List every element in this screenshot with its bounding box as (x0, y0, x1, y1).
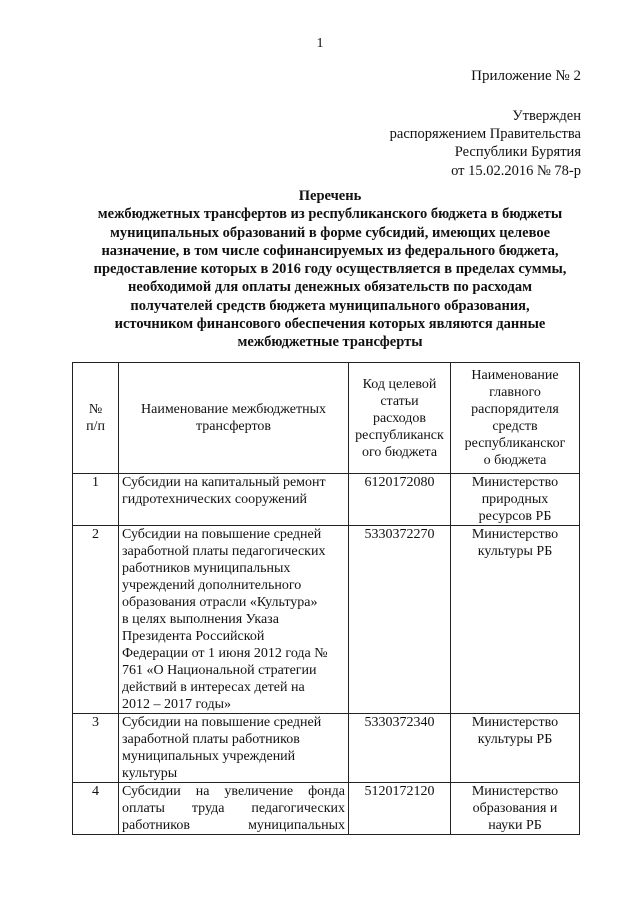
row-code: 5330372340 (349, 714, 451, 783)
row-code: 6120172080 (349, 474, 451, 526)
header-admin-line: средств (492, 419, 538, 434)
row-name-line: Президента Российской (122, 629, 265, 644)
row-name-line: заработной платы работников (122, 732, 300, 747)
row-name (119, 714, 349, 783)
row-admin (451, 714, 580, 783)
row-admin-line: природных (481, 492, 549, 507)
page-number: 1 (316, 36, 324, 51)
row-num: 4 (73, 783, 119, 835)
header-code-line: статьи (380, 393, 419, 409)
header-admin-line: Наименование (471, 368, 559, 383)
title-line: источником финансового обеспечения которых являются данные (114, 316, 546, 333)
row-admin-line: Министерство (471, 527, 559, 542)
row-admin-line: образования и (472, 801, 558, 816)
header-code-line: ого бюджета (361, 444, 438, 460)
row-name-line: гидротехнических сооружений (122, 492, 307, 507)
row-name-line: 761 «О Национальной стратегии (122, 663, 317, 678)
row-code: 5330372270 (349, 526, 451, 714)
title-line: муниципальных образований в форме субсидий, имеющих целевое (110, 224, 550, 241)
header-code (349, 363, 451, 474)
title-line: предоставление которых в 2016 году осуществляется в пределах суммы, (93, 261, 567, 278)
row-name-line: Субсидии на повышение средней (122, 715, 322, 730)
approval-line: Республики Бурятия (454, 144, 581, 161)
header-admin-line: главного (489, 385, 541, 400)
table-header-row (73, 363, 580, 474)
approval-line: распоряжением Правительства (389, 126, 581, 143)
header-num: № п/п (73, 363, 119, 474)
title-line: межбюджетные трансферты (237, 334, 423, 351)
row-name-line: работников муниципальных (122, 818, 345, 833)
row-name-line: культуры (122, 766, 178, 781)
title-line: назначение, в том числе софинансируемых из федерального бюджета, (101, 242, 559, 259)
header-admin (451, 363, 580, 474)
row-name-line: муниципальных учреждений (122, 749, 296, 764)
title-line: необходимой для оплаты денежных обязательств по расходам (128, 279, 532, 296)
row-code: 5120172120 (349, 783, 451, 835)
table-row (73, 474, 580, 526)
row-num: 1 (73, 474, 119, 526)
row-admin-line: ресурсов РБ (478, 509, 552, 524)
table-row (73, 526, 580, 714)
table-row (73, 783, 580, 835)
row-name-line: учреждений дополнительного (122, 578, 302, 593)
header-code-line: Код целевой (362, 376, 437, 392)
row-admin (451, 783, 580, 835)
row-name-line: действий в интересах детей на (122, 680, 305, 695)
row-admin-line: науки РБ (488, 818, 542, 833)
row-admin-line: Министерство (471, 475, 559, 490)
document-title (70, 187, 590, 352)
row-name-line: оплаты труда педагогических (122, 801, 345, 816)
row-admin-line: культуры РБ (477, 732, 553, 747)
row-name-line: Федерации от 1 июня 2012 года № (122, 646, 328, 661)
title-line: Перечень (298, 188, 362, 204)
transfers-table (72, 362, 580, 835)
header-name: Наименование межбюджетных трансфертов (119, 363, 349, 474)
appendix-label: Приложение № 2 (471, 68, 581, 84)
title-line: межбюджетных трансфертов из республиканского бюджета в бюджеты (97, 206, 563, 223)
header-admin-line: республиканског (464, 436, 566, 451)
row-admin-line: культуры РБ (477, 544, 553, 559)
row-admin-line: Министерство (471, 715, 559, 730)
row-name-line: Субсидии на увеличение фонда (122, 784, 345, 799)
row-admin (451, 474, 580, 526)
row-name-line: заработной платы педагогических (122, 544, 326, 559)
approval-line: Утвержден (512, 108, 581, 124)
row-name (119, 474, 349, 526)
title-line: получателей средств бюджета муниципального образования, (130, 297, 530, 314)
row-name-line: Субсидии на капитальный ремонт (122, 475, 326, 490)
header-code-line: расходов (372, 410, 427, 426)
header-code-line: республиканск (355, 427, 444, 443)
row-name-line: работников муниципальных (122, 561, 291, 576)
header-admin-line: распорядителя (471, 402, 559, 417)
header-admin-line: о бюджета (483, 453, 547, 468)
row-name-line: в целях выполнения Указа (122, 612, 279, 627)
row-admin-line: Министерство (471, 784, 559, 799)
approval-line: от 15.02.2016 № 78-р (451, 162, 581, 179)
approval-block (390, 107, 581, 180)
row-name (119, 783, 349, 835)
row-name-line: Субсидии на повышение средней (122, 527, 322, 542)
row-num: 3 (73, 714, 119, 783)
row-name-line: 2012 – 2017 годы» (122, 697, 232, 712)
row-num: 2 (73, 526, 119, 714)
row-name (119, 526, 349, 714)
row-name-line: образования отрасли «Культура» (122, 595, 318, 610)
row-admin (451, 526, 580, 714)
table-row (73, 714, 580, 783)
